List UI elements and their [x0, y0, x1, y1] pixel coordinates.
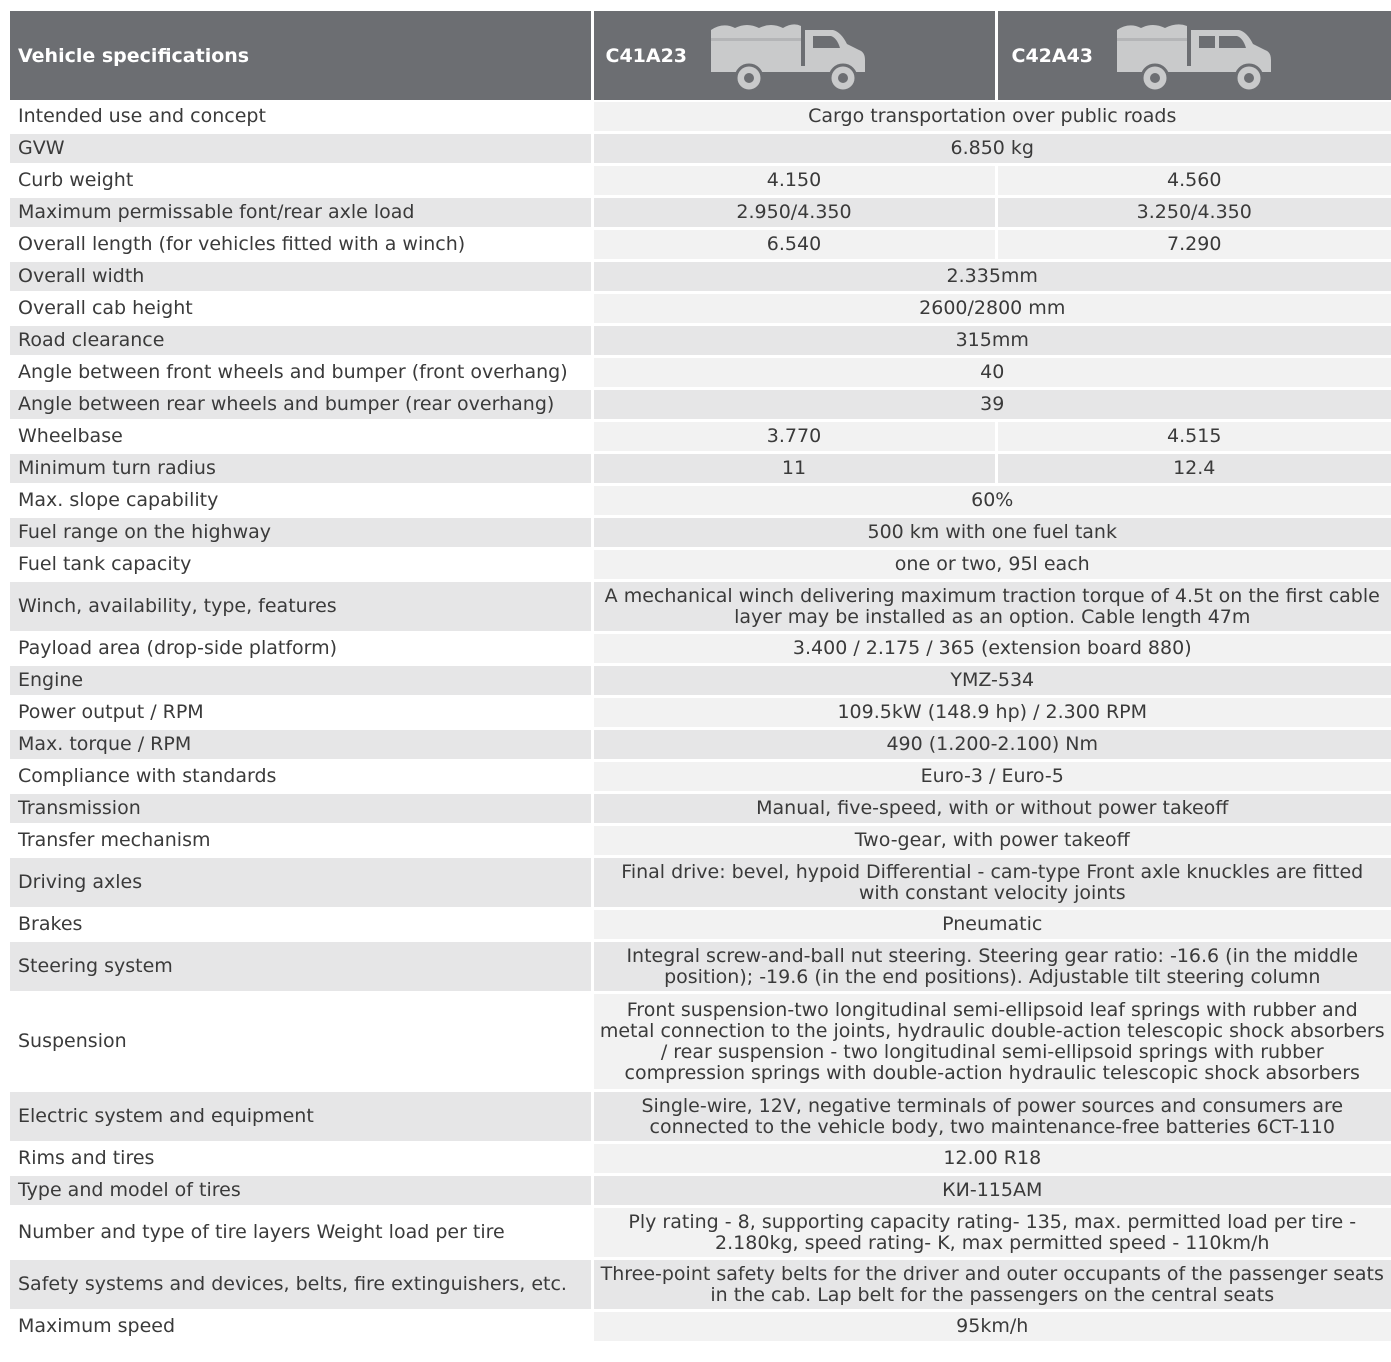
spec-value: 6.850 kg — [592, 133, 1391, 165]
spec-value-model-a: 2.950/4.350 — [592, 197, 996, 229]
spec-label: Driving axles — [10, 857, 592, 909]
spec-label: Max. slope capability — [10, 485, 592, 517]
spec-label: Steering system — [10, 941, 592, 993]
spec-label: Electric system and equipment — [10, 1091, 592, 1143]
spec-label: Safety systems and devices, belts, fire extinguishers, etc. — [10, 1259, 592, 1311]
spec-value: 2.335mm — [592, 261, 1391, 293]
table-row — [10, 793, 1391, 825]
spec-label: Overall width — [10, 261, 592, 293]
spec-label: Transfer mechanism — [10, 825, 592, 857]
table-row — [10, 941, 1391, 993]
spec-value: Ply rating - 8, supporting capacity rating- 135, max. permitted load per tire - 2.180kg, speed rating- K, max permitted speed - 110km/h — [592, 1207, 1391, 1259]
spec-value-model-a: 6.540 — [592, 229, 996, 261]
table-row — [10, 517, 1391, 549]
spec-value: Two-gear, with power takeoff — [592, 825, 1391, 857]
spec-label: Max. torque / RPM — [10, 729, 592, 761]
spec-label: Rims and tires — [10, 1143, 592, 1175]
spec-value-model-a: 3.770 — [592, 421, 996, 453]
table-row — [10, 421, 1391, 453]
spec-label: Maximum permissable font/rear axle load — [10, 197, 592, 229]
truck-icon — [1115, 16, 1277, 97]
model-a-label: C41A23 — [605, 44, 688, 67]
spec-label: Fuel range on the highway — [10, 517, 592, 549]
table-row — [10, 857, 1391, 909]
spec-label: Curb weight — [10, 165, 592, 197]
spec-value: 2600/2800 mm — [592, 293, 1391, 325]
spec-value: 490 (1.200-2.100) Nm — [592, 729, 1391, 761]
table-header-row — [10, 11, 1391, 101]
spec-value: A mechanical winch delivering maximum traction torque of 4.5t on the first cable layer may be installed as an option. Cable length 47m — [592, 581, 1391, 633]
spec-label: Maximum speed — [10, 1311, 592, 1343]
spec-value: 12.00 R18 — [592, 1143, 1391, 1175]
table-row — [10, 453, 1391, 485]
spec-label: Wheelbase — [10, 421, 592, 453]
spec-label: Fuel tank capacity — [10, 549, 592, 581]
table-row — [10, 633, 1391, 665]
spec-value: Front suspension-two longitudinal semi-ellipsoid leaf springs with rubber and metal connection to the joints, hydraulic double-action telescopic shock absorbers / rear suspension - two longitudinal semi-ellipsoid springs with rubber compression springs with double-action hydraulic telescopic shock absorbers — [592, 993, 1391, 1091]
table-row — [10, 665, 1391, 697]
spec-value: 40 — [592, 357, 1391, 389]
spec-value: Pneumatic — [592, 909, 1391, 941]
spec-value: Manual, five-speed, with or without power takeoff — [592, 793, 1391, 825]
model-b-label: C42A43 — [1011, 44, 1094, 67]
spec-value: КИ-115АМ — [592, 1175, 1391, 1207]
header-model-a — [592, 11, 996, 101]
table-row — [10, 909, 1391, 941]
spec-value: 315mm — [592, 325, 1391, 357]
spec-label: GVW — [10, 133, 592, 165]
spec-value-model-b: 7.290 — [996, 229, 1391, 261]
spec-label: Engine — [10, 665, 592, 697]
spec-value: Final drive: bevel, hypoid Differential - cam-type Front axle knuckles are fitted with constant velocity joints — [592, 857, 1391, 909]
truck-icon — [709, 16, 871, 97]
table-row — [10, 993, 1391, 1091]
spec-label: Winch, availability, type, features — [10, 581, 592, 633]
spec-label: Angle between rear wheels and bumper (rear overhang) — [10, 389, 592, 421]
table-row — [10, 729, 1391, 761]
table-row — [10, 325, 1391, 357]
spec-label: Power output / RPM — [10, 697, 592, 729]
spec-label: Type and model of tires — [10, 1175, 592, 1207]
table-row — [10, 825, 1391, 857]
table-row — [10, 1143, 1391, 1175]
table-row — [10, 581, 1391, 633]
table-row — [10, 549, 1391, 581]
spec-label: Compliance with standards — [10, 761, 592, 793]
table-row — [10, 485, 1391, 517]
spec-value-model-b: 4.560 — [996, 165, 1391, 197]
spec-table-body — [10, 101, 1391, 1343]
table-row — [10, 1091, 1391, 1143]
header-title-text: Vehicle specifications — [18, 44, 250, 67]
table-row — [10, 1259, 1391, 1311]
table-row — [10, 261, 1391, 293]
spec-value-model-b: 3.250/4.350 — [996, 197, 1391, 229]
spec-value: Integral screw-and-ball nut steering. Steering gear ratio: -16.6 (in the middle position); -19.6 (in the end positions). Adjustable tilt steering column — [592, 941, 1391, 993]
table-row — [10, 357, 1391, 389]
table-row — [10, 1311, 1391, 1343]
spec-value: Single-wire, 12V, negative terminals of power sources and consumers are connected to the vehicle body, two maintenance-free batteries 6CT-110 — [592, 1091, 1391, 1143]
spec-value-model-a: 11 — [592, 453, 996, 485]
table-row — [10, 229, 1391, 261]
spec-label: Brakes — [10, 909, 592, 941]
table-row — [10, 197, 1391, 229]
spec-label: Suspension — [10, 993, 592, 1091]
spec-label: Overall length (for vehicles fitted with a winch) — [10, 229, 592, 261]
spec-value: 60% — [592, 485, 1391, 517]
spec-label: Transmission — [10, 793, 592, 825]
spec-label: Overall cab height — [10, 293, 592, 325]
spec-label: Road clearance — [10, 325, 592, 357]
table-row — [10, 165, 1391, 197]
table-row — [10, 101, 1391, 133]
spec-value: Three-point safety belts for the driver and outer occupants of the passenger seats in the cab. Lap belt for the passengers on the central seats — [592, 1259, 1391, 1311]
spec-value: 3.400 / 2.175 / 365 (extension board 880) — [592, 633, 1391, 665]
spec-label: Payload area (drop-side platform) — [10, 633, 592, 665]
spec-label: Intended use and concept — [10, 101, 592, 133]
spec-label: Minimum turn radius — [10, 453, 592, 485]
spec-value: 500 km with one fuel tank — [592, 517, 1391, 549]
spec-value: YMZ-534 — [592, 665, 1391, 697]
spec-value: 39 — [592, 389, 1391, 421]
table-row — [10, 293, 1391, 325]
header-model-b — [996, 11, 1391, 101]
spec-value: Cargo transportation over public roads — [592, 101, 1391, 133]
spec-value: 95km/h — [592, 1311, 1391, 1343]
table-row — [10, 697, 1391, 729]
spec-value-model-b: 12.4 — [996, 453, 1391, 485]
spec-value-model-b: 4.515 — [996, 421, 1391, 453]
spec-value-model-a: 4.150 — [592, 165, 996, 197]
vehicle-spec-table — [10, 11, 1391, 1344]
table-row — [10, 761, 1391, 793]
header-title — [10, 11, 592, 101]
spec-label: Number and type of tire layers Weight load per tire — [10, 1207, 592, 1259]
spec-value: 109.5kW (148.9 hp) / 2.300 RPM — [592, 697, 1391, 729]
table-row — [10, 1207, 1391, 1259]
spec-value: Euro-3 / Euro-5 — [592, 761, 1391, 793]
table-row — [10, 133, 1391, 165]
table-row — [10, 389, 1391, 421]
spec-label: Angle between front wheels and bumper (front overhang) — [10, 357, 592, 389]
spec-value: one or two, 95l each — [592, 549, 1391, 581]
table-row — [10, 1175, 1391, 1207]
